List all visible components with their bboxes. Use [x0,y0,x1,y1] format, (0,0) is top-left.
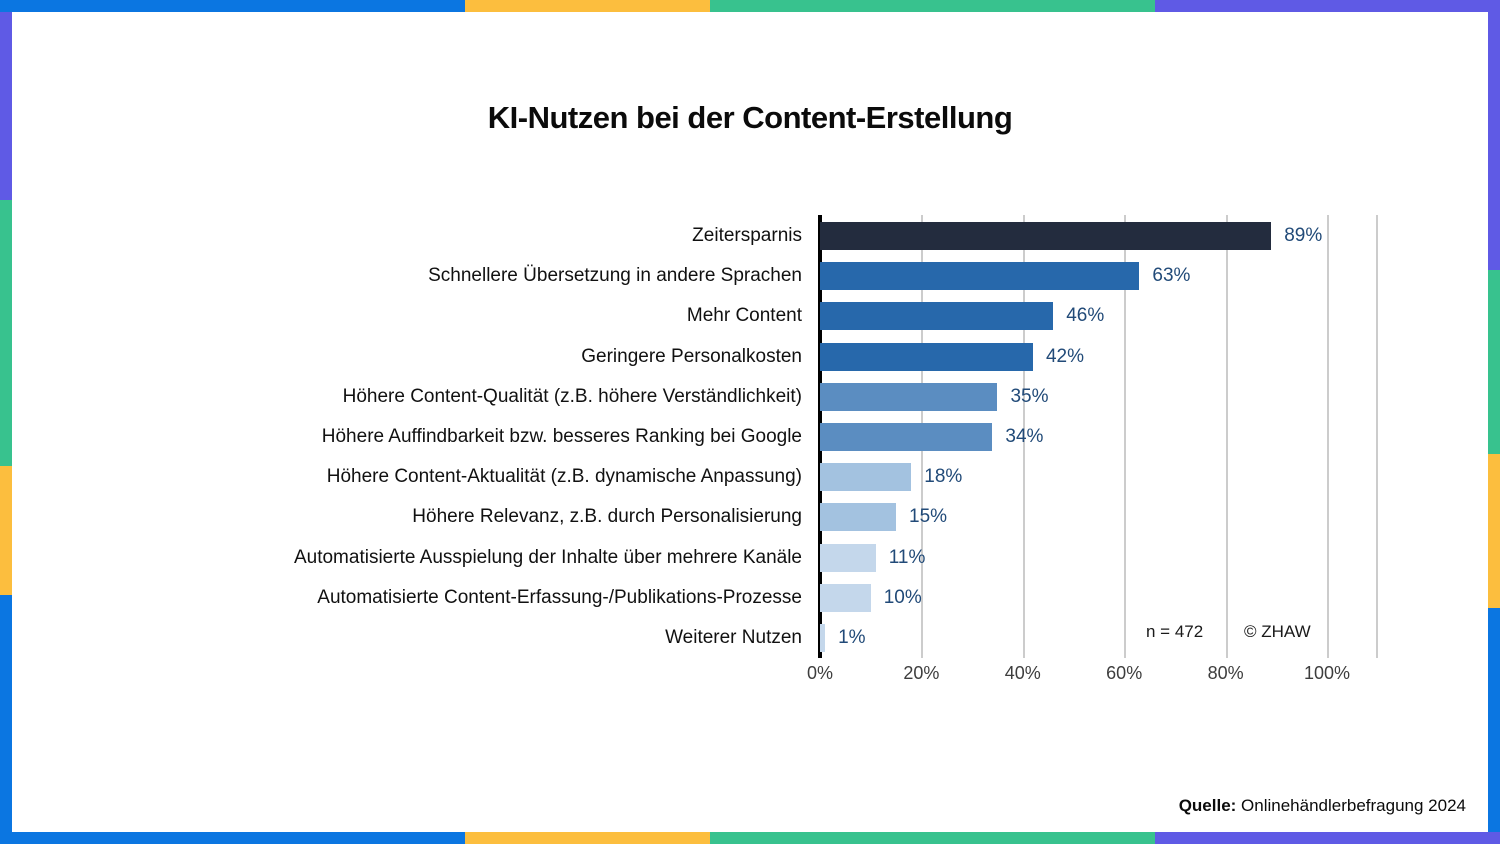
x-axis-tick-label: 100% [1303,663,1351,683]
category-labels-column [0,215,802,658]
x-axis [806,663,1378,687]
bar-value-label: 1% [838,627,866,648]
bar-value-label: 42% [1045,345,1084,367]
frame-bottom-yellow-segment [465,832,710,844]
category-label: Höhere Relevanz, z.B. durch Personalisierung [412,506,802,528]
category-label: Höhere Content-Aktualität (z.B. dynamische Anpassung) [326,466,802,488]
bar-value-label: 35% [1010,385,1049,407]
bar [820,423,992,451]
bar [820,222,1271,250]
bar [820,624,825,652]
category-label: Mehr Content [686,305,802,327]
source-label: Quelle: [1178,796,1237,815]
category-label: Höhere Auffindbarkeit bzw. besseres Ranking bei Google [321,426,802,447]
bar [820,302,1053,330]
bar-value-label: 89% [1284,225,1323,246]
frame-bottom-green-segment [710,832,1155,844]
bar-value-label: 18% [924,466,963,488]
chart-title: KI-Nutzen bei der Content-Erstellung [487,100,1013,135]
bar-value-label: 63% [1152,265,1191,287]
source-text: Onlinehändlerbefragung 2024 [1236,796,1466,815]
category-label: Schnellere Übersetzung in andere Sprachen [428,265,802,287]
frame-top-green-segment [710,0,1155,12]
x-axis-tick-label: 40% [1004,663,1041,683]
frame-bottom [0,832,1500,844]
x-axis-tick-label: 20% [903,663,940,683]
category-label: Höhere Content-Qualität (z.B. höhere Verständlichkeit) [342,385,802,407]
category-label: Zeitersparnis [692,225,802,246]
bar [820,383,997,411]
frame-bottom-purple-segment [1155,832,1500,844]
bar-value-label: 46% [1066,305,1105,327]
sample-size-annotation: n = 472 [1146,622,1204,641]
frame-top-blue-segment [0,0,465,12]
x-axis-tick-label: 60% [1106,663,1143,683]
frame-top-yellow-segment [465,0,710,12]
bar [820,463,911,491]
frame-top-purple-segment [1155,0,1500,12]
bar [820,544,876,572]
bar [820,584,871,612]
gridline [1327,215,1329,658]
x-axis-tick-label: 0% [806,663,833,683]
category-label: Automatisierte Ausspielung der Inhalte über mehrere Kanäle [293,546,802,568]
bar-value-label: 10% [883,586,922,608]
frame-right-purple-segment [1488,12,1500,270]
category-label: Geringere Personalkosten [581,345,802,367]
bar [820,343,1033,371]
bar [820,503,896,531]
x-axis-tick-label: 80% [1207,663,1244,683]
category-label: Automatisierte Content-Erfassung-/Publikations-Prozesse [317,586,802,608]
frame-bottom-blue-segment [0,832,465,844]
frame-top [0,0,1500,12]
plot-area [820,215,1378,658]
bar-value-label: 11% [888,546,926,568]
bar-value-label: 34% [1005,426,1044,447]
frame-right-blue-segment [1488,608,1500,832]
bar-value-label: 15% [909,506,948,528]
category-label: Weiterer Nutzen [665,627,802,648]
source-note [1179,796,1466,816]
gridline [1226,215,1228,658]
copyright-annotation: © ZHAW [1244,622,1311,641]
plot-right-border [1376,215,1378,658]
frame-right-green-segment [1488,270,1500,454]
bar [820,262,1139,290]
frame-right-yellow-segment [1488,454,1500,608]
